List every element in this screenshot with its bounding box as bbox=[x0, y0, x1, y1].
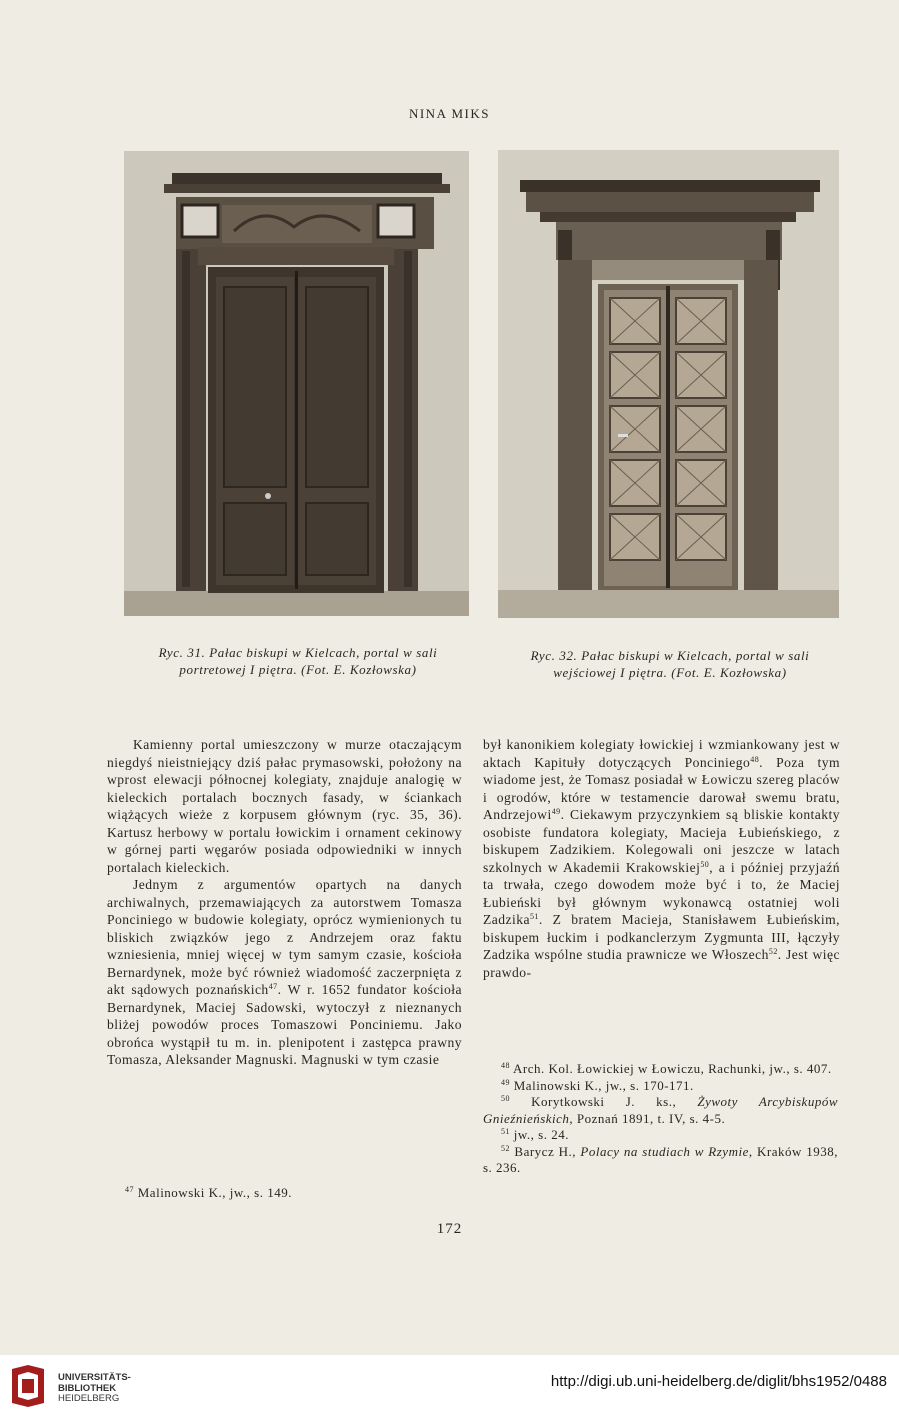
figure-32-caption bbox=[490, 647, 850, 681]
footnote-title: Polacy na studiach w Rzymie, bbox=[580, 1143, 753, 1159]
caption-line: Ryc. 31. Pałac biskupi w Kielcach, portal w sali bbox=[158, 645, 438, 660]
right-footnotes bbox=[483, 1061, 838, 1177]
left-footnote bbox=[125, 1185, 455, 1202]
footnote-text: Malinowski K., jw., s. 149. bbox=[137, 1185, 292, 1200]
figure-31-caption bbox=[118, 644, 478, 678]
footnote-number: 51 bbox=[501, 1127, 510, 1136]
footnote-ref: 52 bbox=[768, 947, 778, 956]
library-line: UNIVERSITÄTS- bbox=[58, 1372, 131, 1383]
text-span: . Poza tym wiadome jest, że Tomasz posiadał w Łowiczu szereg placów i ogrodów, które w testamencie darował swemu bratu, Andrzejowi bbox=[483, 754, 840, 822]
library-line: BIBLIOTHEK bbox=[58, 1382, 117, 1394]
library-line: HEIDELBERG bbox=[58, 1393, 120, 1404]
footnote-number: 47 bbox=[125, 1185, 134, 1194]
footnote-text: jw., s. 24. bbox=[513, 1127, 569, 1142]
running-title: NINA MIKS bbox=[408, 106, 491, 121]
footnote-text: Poznań 1891, t. IV, s. 4-5. bbox=[573, 1110, 726, 1126]
footnote-text: Korytkowski J. ks., bbox=[531, 1094, 698, 1109]
footnote bbox=[483, 1144, 838, 1177]
footnote-text: Kraków 1938, s. 236. bbox=[483, 1143, 839, 1175]
heidelberg-logo-icon bbox=[8, 1363, 48, 1409]
footnote-number: 52 bbox=[501, 1143, 510, 1153]
footnote bbox=[483, 1127, 838, 1144]
page-number: 172 bbox=[436, 1221, 463, 1237]
footnote bbox=[483, 1094, 838, 1127]
text-span: był kanonikiem kolegiaty łowickiej i wzmiankowany jest w aktach Kapituły dotyczących Ponciniego bbox=[483, 737, 840, 770]
paragraph: Kamienny portal umieszczony w murze otaczającym niegdyś nieistniejący dziś pałac prymasowski, położony na wprost elewacji północnej kolegiaty, znajduje analogię w kieleckich portalach bocznych fasady, w ściankach wiążących wieże z korpusem głównym (ryc. 35, 36). Kartusz herbowy w portalu łowickim i ornament cekinowy w górnej parti węgarów posiada odpowiedniki w innych portalach kieleckich. bbox=[107, 737, 462, 875]
figure-31-photo bbox=[124, 151, 469, 616]
text-span: . Z bratem Macieja, Stanisławem Łubieńskim, biskupem łuckim i podkanclerzym Zygmunta III, łączyły Zadzika wspólne studia prawnicze we Włoszech bbox=[483, 912, 840, 962]
footnote-text: Barycz H., bbox=[514, 1143, 581, 1159]
footnote-ref: 50 bbox=[700, 859, 710, 869]
caption-line: Ryc. 32. Pałac biskupi w Kielcach, portal w sali bbox=[530, 648, 810, 663]
footnote-number: 49 bbox=[501, 1077, 510, 1087]
footnote-text: Malinowski K., jw., s. 170-171. bbox=[513, 1077, 694, 1093]
left-column bbox=[107, 736, 462, 1069]
footer-bar bbox=[0, 1355, 899, 1418]
caption-line: portretowej I piętra. (Fot. E. Kozłowska) bbox=[179, 662, 417, 677]
footnote bbox=[483, 1078, 838, 1095]
footnote-number: 50 bbox=[501, 1094, 510, 1103]
text-span: , a i później przyjaźń ta trwała, czego dowodem może być i to, że Maciej Łubieński był głównym wykonawcą ostatniej woli Zadzika bbox=[483, 859, 840, 927]
figure-32-photo bbox=[498, 150, 839, 618]
footnote-title: Żywoty Arcybiskupów Gnieźnieńskich, bbox=[483, 1094, 838, 1126]
library-name bbox=[58, 1373, 131, 1405]
footnote-text: Arch. Kol. Łowickiej w Łowiczu, Rachunki, jw., s. 407. bbox=[513, 1061, 832, 1076]
text-span: . W r. 1652 fundator kościoła Bernardynek, Maciej Sadowski, wytoczył z nieznanych bliżej powodów proces Tomaszowi Ponciniemu. Jako obrońca wystąpił tu m. in. plenipotent i zastępca prawny Tomasza, Aleksander Magnuski. Magnuski w tym czasie bbox=[107, 982, 463, 1067]
footnote-ref: 51 bbox=[529, 912, 539, 921]
text-span: . Ciekawym przyczynkiem są bliskie kontakty osobiste fundatora kolegiaty, Macieja Łubieńskiego, z biskupem Zadzikiem. Kolegowali oni jeszcze w latach szkolnych w Akademii Krakowskiej bbox=[483, 807, 840, 875]
source-url-link[interactable]: http://digi.ub.uni-heidelberg.de/diglit/bhs1952/0488 bbox=[550, 1373, 887, 1390]
paragraph bbox=[483, 736, 840, 981]
text-span: . Jest więc prawdo- bbox=[483, 947, 840, 980]
footnote-ref: 48 bbox=[750, 754, 760, 764]
footnote bbox=[483, 1061, 838, 1078]
library-logo[interactable] bbox=[8, 1361, 131, 1411]
paragraph bbox=[107, 876, 462, 1069]
footnote-ref: 49 bbox=[551, 807, 561, 816]
right-column bbox=[483, 736, 840, 981]
text-span: Jednym z argumentów opartych na danych archiwalnych, przemawiających za autorstwem Tomasza Ponciniego w budowie kolegiaty, oprócz wymienionych tu bliskich związków jego z Andrzejem oraz faktu wzniesienia, mniej więcej w tym samym czasie, kościoła Bernardynek, może być również wiadomość zaczerpnięta z akt sądowych poznańskich bbox=[107, 877, 462, 997]
footnote-ref: 47 bbox=[268, 982, 278, 991]
caption-line: wejściowej I piętra. (Fot. E. Kozłowska) bbox=[553, 665, 787, 680]
footnote-number: 48 bbox=[501, 1061, 510, 1070]
